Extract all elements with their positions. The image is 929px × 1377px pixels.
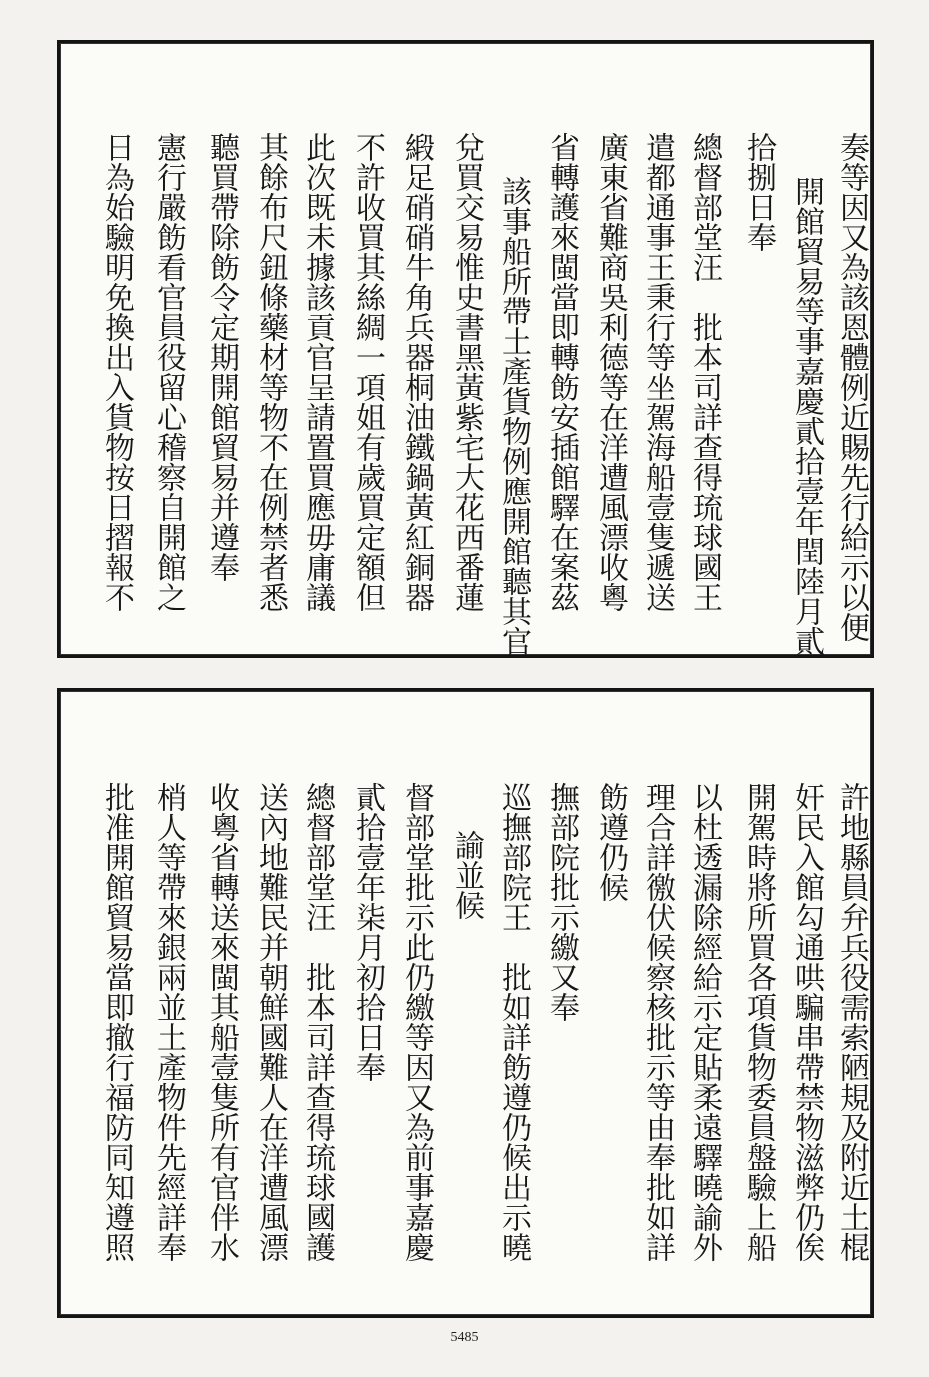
text-column: 該事船所帶土產貨物例應開館聽其官: [496, 176, 531, 656]
text-column: 理合詳徼伏候察核批示等由奉批如詳: [640, 782, 675, 1262]
text-column: 梢人等帶來銀兩並土產物件先經詳奉: [151, 782, 186, 1262]
text-column: 奏等因又為該恩體例近賜先行給示以便: [834, 132, 869, 642]
text-column: 遣都通事王秉行等坐駕海船壹隻遞送: [640, 132, 675, 612]
text-column: 兌買交易惟史書黑黃紫宅大花西番蓮: [449, 132, 484, 612]
text-column: 總督部堂汪 批本司詳查得琉球國王: [687, 132, 722, 612]
text-column: 批准開館貿易當即撤行福防同知遵照: [99, 782, 134, 1262]
text-column: 撫部院批示繳又奉: [544, 782, 579, 1022]
text-column: 拾捌日奉: [741, 132, 776, 252]
text-column: 不許收買其絲綢一項姐有歲買定額但: [350, 132, 385, 612]
text-column: 緞足硝硝牛角兵器桐油鐵鍋黃紅銅器: [399, 132, 434, 612]
text-column: 其餘布尺鈕條藥材等物不在例禁者悉: [253, 132, 288, 612]
text-column: 憲行嚴飭看官員役留心稽察自開館之: [151, 132, 186, 612]
text-column: 日為始驗明免換出入貨物按日摺報不: [99, 132, 134, 612]
page-number: 5485: [450, 1330, 479, 1345]
text-column: 巡撫部院王 批如詳飭遵仍候出示曉: [496, 782, 531, 1262]
text-column: 廣東省難商吳利德等在洋遭風漂收粵: [593, 132, 628, 612]
text-column: 以杜透漏除經給示定貼柔遠驛曉諭外: [687, 782, 722, 1262]
text-column: 許地縣員弁兵役需索陋規及附近土棍: [834, 782, 869, 1262]
text-column: 此次既未據該貢官呈請置買應毋庸議: [300, 132, 335, 612]
text-column: 開駕時將所買各項貨物委員盤驗上船: [741, 782, 776, 1262]
text-column: 送內地難民并朝鮮國難人在洋遭風漂: [253, 782, 288, 1262]
text-column: 聽買帶除飭令定期開館貿易并遵奉: [204, 132, 239, 582]
text-column: 開館貿易等事嘉慶貳拾壹年閏陸月貳: [789, 176, 824, 656]
text-column: 省轉護來閩當即轉飭安插館驛在案茲: [544, 132, 579, 612]
text-column: 奸民入館勾通哄騙串帶禁物滋弊仍俟: [789, 782, 824, 1262]
text-column: 總督部堂汪 批本司詳查得琉球國護: [300, 782, 335, 1262]
text-column: 貳拾壹年柒月初拾日奉: [350, 782, 385, 1082]
text-column: 諭並候: [449, 830, 484, 920]
text-column: 督部堂批示此仍繳等因又為前事嘉慶: [399, 782, 434, 1262]
text-column: 飭遵仍候: [593, 782, 628, 902]
text-column: 收粵省轉送來閩其船壹隻所有官伴水: [204, 782, 239, 1262]
